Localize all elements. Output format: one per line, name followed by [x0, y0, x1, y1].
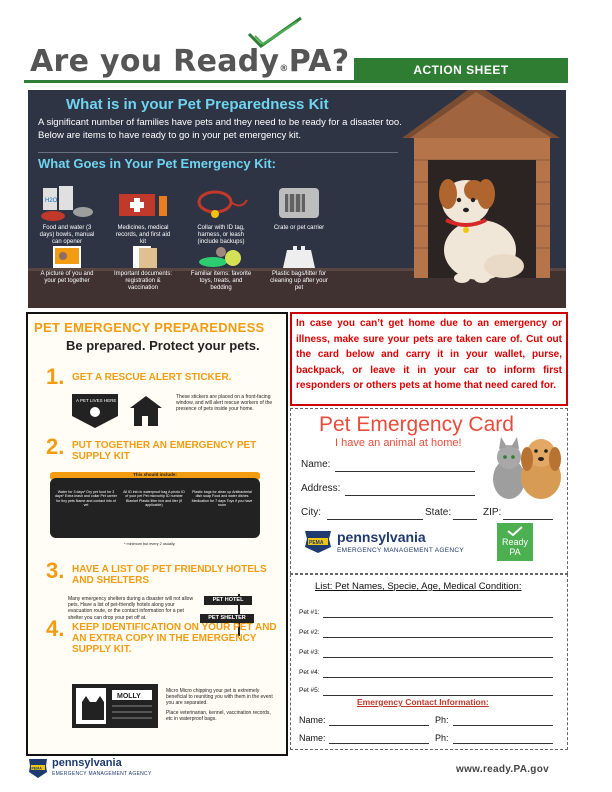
ready-pa-badge: Ready PA [497, 523, 533, 561]
svg-text:A PET LIVES HERE: A PET LIVES HERE [76, 398, 117, 403]
pet-hotel-sign: PET HOTEL [204, 596, 252, 605]
rescue-sticker-icon [68, 390, 168, 430]
supply-kit-column: All ID info in waterproof bag A photo ID of your pet Pet microchip ID number Blanket Plastic litter box and liter (if applicable) [123, 490, 185, 508]
name-label: Name: [301, 459, 331, 470]
pet-field[interactable] [323, 695, 553, 696]
kit-item: Plastic bags/litter for cleaning up after your pet [268, 246, 330, 292]
kit-item: H2O Food and water (3 days) bowls, manual can opener [36, 182, 98, 246]
kit-item: Crate or pet carrier [268, 182, 330, 232]
supply-kit-column: Water for 3 days* Dry pet food for 3 days* Extra leash and collar Pet carrier for tiny pets Name and contact info of vet [54, 490, 118, 508]
card-subtitle: I have an animal at home! [335, 437, 462, 449]
contact-name-field[interactable] [329, 743, 429, 744]
pet-field[interactable] [323, 677, 553, 678]
keystone-icon [28, 758, 48, 780]
pet-field[interactable] [323, 617, 553, 618]
supply-kit-header: This should include: [133, 472, 177, 477]
agency-subtitle: EMERGENCY MANAGEMENT AGENCY [337, 547, 465, 554]
svg-text:MOLLY: MOLLY [117, 693, 141, 700]
agency-name: pennsylvania [337, 529, 426, 545]
action-sheet-banner: ACTION SHEET [354, 58, 568, 82]
state-label: State: [425, 507, 452, 518]
list-title: List: Pet Names, Specie, Age, Medical Condition: [315, 581, 522, 592]
contact-phone-label: Ph: [435, 715, 449, 725]
crate-icon [271, 182, 327, 222]
checkmark-icon [245, 14, 305, 50]
zip-label: ZIP: [483, 507, 502, 518]
step-number: 1. [46, 364, 65, 389]
contact-title: Emergency Contact Information: [357, 697, 489, 707]
contact-phone-field[interactable] [453, 743, 553, 744]
supply-kit-bag [50, 478, 260, 538]
contact-name-label: Name: [299, 715, 326, 725]
pet-label: Pet #2: [299, 629, 320, 636]
step-number: 4. [46, 616, 65, 641]
pet-list-card [290, 574, 568, 750]
kit-item: Familiar items: favorite toys, treats, and bedding [190, 246, 252, 292]
zip-field[interactable] [503, 519, 553, 520]
svg-text:PEMA: PEMA [309, 540, 324, 546]
step-title: KEEP IDENTIFICATION ON YOUR PET AND AN EXTRA COPY IN THE EMERGENCY SUPPLY KIT. [72, 622, 277, 655]
step-text: Many emergency shelters during a disaster will not allow pets. Have a list of pet-friendly hotels along your evacuation route, or the contact information for a pet shelter you can drop your pet off at. [68, 596, 194, 621]
header-rule [24, 80, 568, 83]
state-field[interactable] [453, 519, 477, 520]
step-text: Micro Micro chipping your pet is extremely beneficial to reuniting you with them in the event you are separated. [166, 688, 273, 707]
pet-emergency-card [290, 408, 568, 574]
first-aid-icon [115, 182, 171, 222]
poster-subheading: Be prepared. Protect your pets. [66, 338, 260, 353]
step-text: Place veterinarian, kennel, vaccination records, etc in waterproof bags. [166, 710, 271, 723]
supply-kit-column: Plastic bags for clean up Antibacterial dish soap Food and water dishes Medication for 7 days Toys if you have room [191, 490, 253, 508]
step-number: 2. [46, 434, 65, 459]
kit-title: What is in your Pet Preparedness Kit [66, 96, 329, 113]
check-icon [507, 526, 523, 536]
kit-divider [38, 152, 398, 153]
bags-icon [271, 246, 327, 268]
pet-field[interactable] [323, 637, 553, 638]
cat-dog-illustration [487, 427, 565, 501]
city-label: City: [301, 507, 321, 518]
step-text: These stickers are placed on a front-facing window, and will alert rescue workers of the presence of pets inside your home. [176, 394, 273, 413]
contact-phone-label: Ph: [435, 733, 449, 743]
pet-kit-panel [28, 90, 566, 308]
step-title: GET A RESCUE ALERT STICKER. [72, 372, 232, 383]
doghouse-illustration [384, 90, 566, 308]
footer-agency-name: pennsylvania [52, 757, 122, 769]
toys-icon [193, 246, 249, 268]
pet-preparedness-poster [26, 312, 288, 756]
step-title: HAVE A LIST OF PET FRIENDLY HOTELS AND SHELTERS [72, 564, 267, 586]
pet-label: Pet #3: [299, 649, 320, 656]
pet-field[interactable] [323, 657, 553, 658]
kit-item: Medicines, medical records, and first aid kit [112, 182, 174, 246]
svg-text:H2O: H2O [45, 198, 58, 204]
kit-intro: A significant number of families have pets and they need to be ready for a disaster too. Below are items to have ready to go in your pet emergency kit. [38, 117, 402, 141]
pet-label: Pet #4: [299, 669, 320, 676]
kit-item: Important documents: registration & vaccination [112, 246, 174, 292]
photo-icon [39, 246, 95, 268]
food-water-icon [39, 182, 95, 222]
pet-shelter-sign: PET SHELTER [200, 614, 254, 623]
cutout-instructions: In case you can’t get home due to an emergency or illness, make sure your pets are taken care of. Cut out the card below and carry it in your wallet, purse, backpack, or leave it in your car to inform first responders or others pets at home that need cared for. [290, 312, 568, 406]
svg-text:PEMA: PEMA [31, 766, 42, 771]
pet-label: Pet #5: [299, 687, 320, 694]
address-label: Address: [301, 483, 341, 494]
kit-subtitle: What Goes in Your Pet Emergency Kit: [38, 156, 276, 171]
step-number: 3. [46, 558, 65, 583]
footer-agency-subtitle: EMERGENCY MANAGEMENT AGENCY [52, 771, 152, 777]
id-tag-icon [72, 684, 158, 728]
kit-item: A picture of you and your pet together [36, 246, 98, 285]
page-title: Are you Ready®PA? [30, 44, 350, 79]
name-field[interactable] [335, 471, 475, 472]
contact-name-field[interactable] [329, 725, 429, 726]
footer-url[interactable]: www.ready.PA.gov [456, 764, 549, 775]
kit-item: Collar with ID tag, harness, or leash (include backups) [190, 182, 252, 246]
keystone-icon [303, 529, 333, 555]
contact-phone-field[interactable] [453, 725, 553, 726]
step-title: PUT TOGETHER AN EMERGENCY PET SUPPLY KIT [72, 440, 257, 462]
supply-kit-note: * minimum but every 2 usually. [124, 542, 176, 546]
pet-label: Pet #1: [299, 609, 320, 616]
address-field[interactable] [345, 495, 475, 496]
card-title: Pet Emergency Card [319, 413, 514, 436]
collar-icon [193, 182, 249, 222]
city-field[interactable] [327, 519, 423, 520]
documents-icon [115, 246, 171, 268]
contact-name-label: Name: [299, 733, 326, 743]
poster-heading: PET EMERGENCY PREPAREDNESS [34, 320, 265, 335]
